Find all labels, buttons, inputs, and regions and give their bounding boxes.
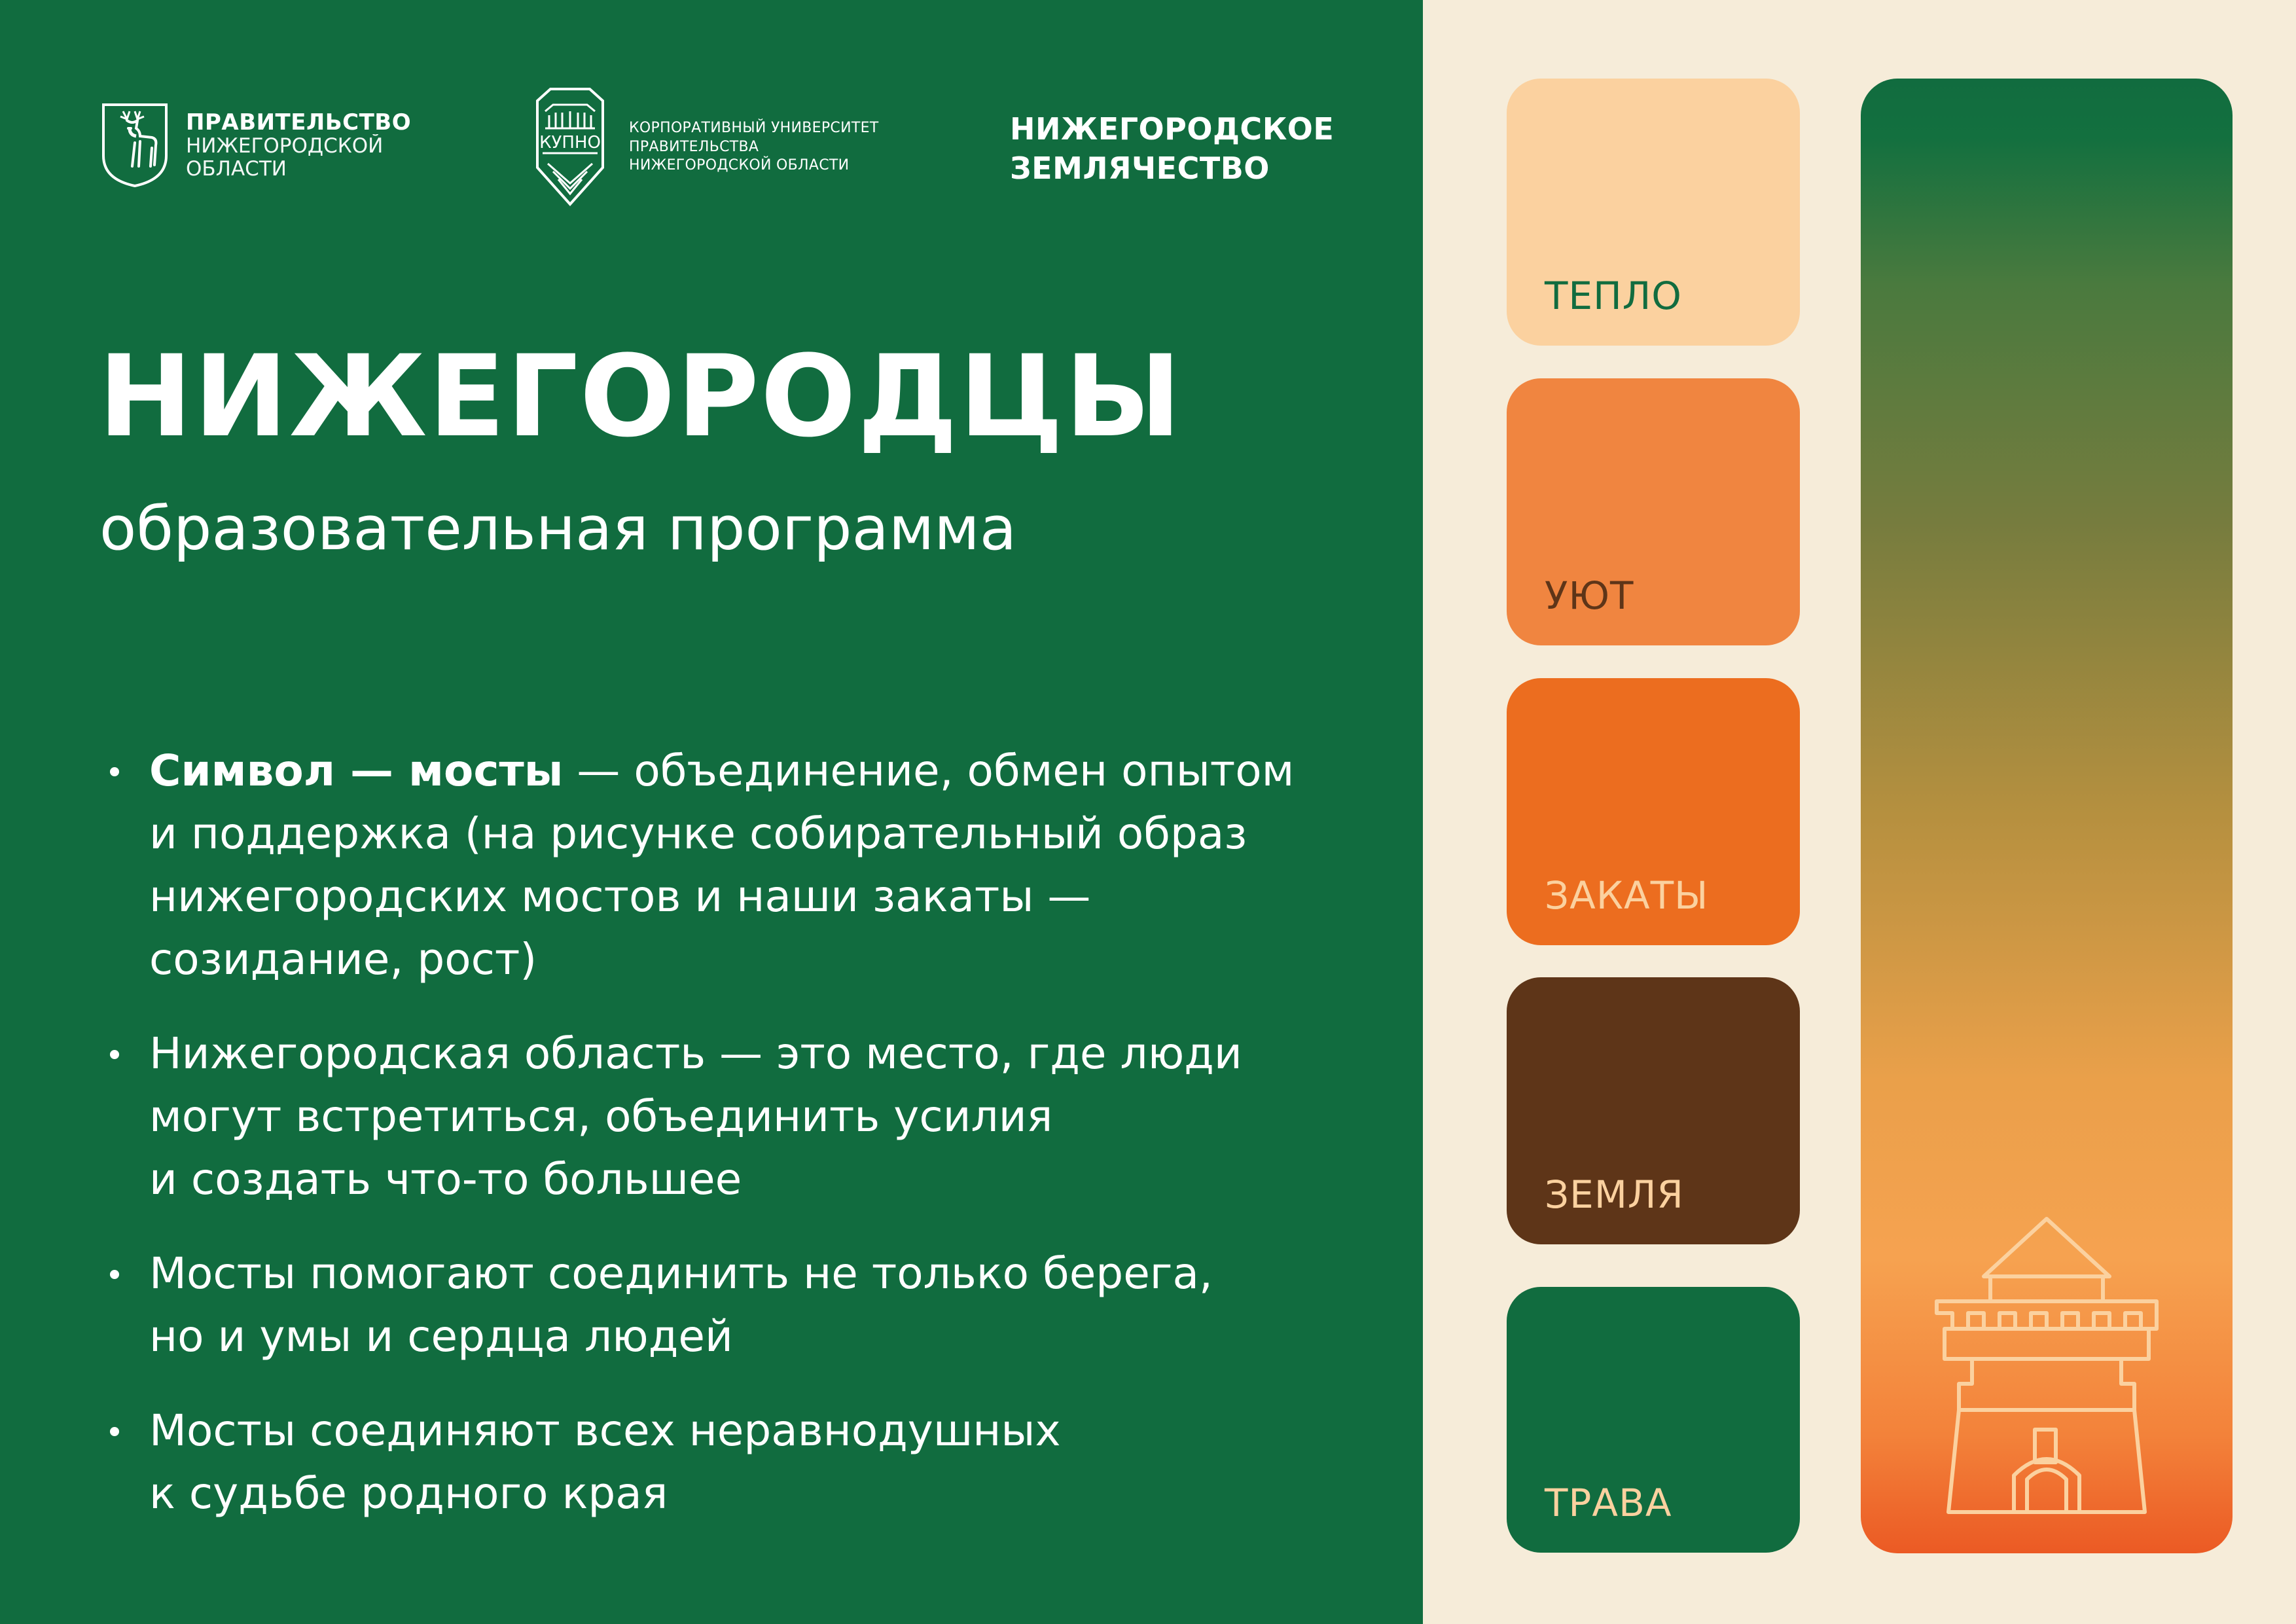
swatch-label: ТЕПЛО (1545, 274, 1682, 318)
bullet-text: и создать что-то большее (149, 1154, 742, 1204)
bullet-text: могут встретиться, объединить усилия (149, 1091, 1053, 1142)
swatch-label: ТРАВА (1545, 1481, 1672, 1525)
zemlyachestvo-line: НИЖЕГОРОДСКОЕ (1010, 111, 1335, 147)
kupno-text-line: ПРАВИТЕЛЬСТВА (629, 138, 759, 155)
bullet-bold-lead: Символ — мосты (149, 746, 564, 796)
bullet-text: созидание, рост) (149, 934, 537, 984)
bullet-text: Нижегородская область — это место, где люди (149, 1028, 1242, 1079)
kupno-logo (533, 85, 879, 209)
color-swatch-zemlya (1507, 977, 1800, 1244)
page-title: НИЖЕГОРОДЦЫ (98, 331, 1183, 462)
bullet-text: и поддержка (на рисунке собирательный образ (149, 808, 1247, 859)
bullet-item (105, 1022, 1348, 1211)
gradient-bar (1861, 79, 2233, 1553)
bullet-list (105, 740, 1348, 1557)
kupno-text-line: КОРПОРАТИВНЫЙ УНИВЕРСИТЕТ (629, 120, 879, 137)
deer-coat-of-arms-icon (101, 102, 169, 189)
swatch-label: ЗАКАТЫ (1545, 873, 1709, 918)
zemlyachestvo-logo (1010, 110, 1334, 189)
gov-subtitle-line: ОБЛАСТИ (186, 157, 287, 181)
bullet-text: к судьбе родного края (149, 1468, 668, 1519)
gov-title: ПРАВИТЕЛЬСТВО (186, 109, 412, 135)
kupno-text-line: НИЖЕГОРОДСКОЙ ОБЛАСТИ (629, 157, 850, 174)
kupno-badge: КУПНО (539, 133, 601, 153)
zemlyachestvo-line: ЗЕМЛЯЧЕСТВО (1010, 150, 1270, 186)
bullet-text: — объединение, обмен опытом (563, 746, 1295, 796)
gov-subtitle-line: НИЖЕГОРОДСКОЙ (186, 134, 384, 158)
gov-logo (101, 102, 411, 189)
bullet-text: нижегородских мостов и наши закаты — (149, 871, 1091, 922)
color-swatch-teplo (1507, 79, 1800, 346)
bullet-item (105, 740, 1348, 991)
bullet-item (105, 1242, 1348, 1368)
swatch-label: ЗЕМЛЯ (1545, 1172, 1684, 1217)
page-subtitle: образовательная программа (99, 494, 1017, 564)
swatch-label: УЮТ (1545, 573, 1634, 618)
kremlin-shield-icon (533, 85, 607, 209)
bullet-item (105, 1399, 1348, 1525)
bullet-text: Мосты помогают соединить не только берега, (149, 1248, 1213, 1299)
kremlin-tower-icon (1925, 1214, 2168, 1521)
bullet-text: но и умы и сердца людей (149, 1311, 733, 1362)
color-swatch-trava (1507, 1287, 1800, 1553)
bullet-text: Мосты соединяют всех неравнодушных (149, 1405, 1061, 1456)
color-swatch-zakaty (1507, 678, 1800, 945)
color-swatch-uyut (1507, 378, 1800, 645)
